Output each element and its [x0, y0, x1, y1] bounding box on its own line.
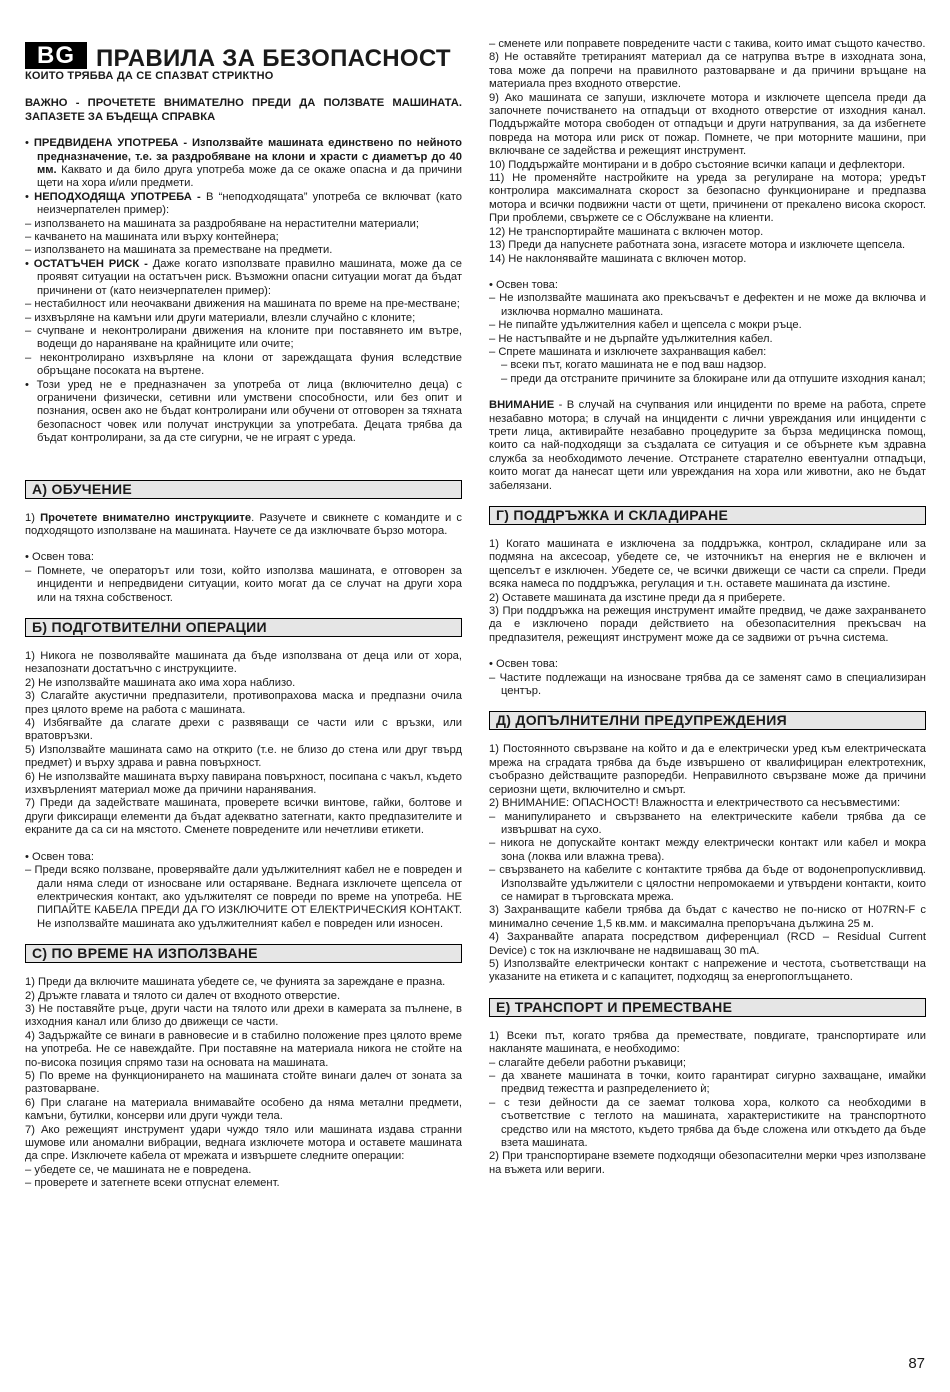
- list-item: – с тези дейности да се заемат толкова хора, колкото са необходими в съответствие с теглото на машината, характеристиките на транспортното средство или на мястото, където трябва да бъде сложена или откъдето да бъде взета машината.: [489, 1096, 926, 1150]
- list-item: – свързването на кабелите с контактите трябва да бъде от водонепропускливвид. Използвайте удължители с цялостни непромокаеми и утвърдени контакти, които се намират в търговската мрежа.: [489, 864, 926, 903]
- section-d-item-1: 1) Когато машината е изключена за поддръжка, контрол, складиране или за подмяна на аксесоар, убедете се, че източникът на енергия не е включен и щепселът е изключен. Убедете се, че всички движещи се части са спрели. Преди всяка намеса по поддръжка, регулация и т.н. оставете машината да изстине.: [489, 538, 926, 591]
- section-c-item-6: 6) При слагане на материала внимавайте особено да няма метални предмети, камъни, бутилки, консерви или други чужди тела.: [25, 1096, 462, 1123]
- section-b-item-7: 7) Преди да задействате машината, проверете всички винтове, гайки, болтове и други фиксиращи елементи да бъдат адекватно затегнати, както предпазителите и екраните да са си на мястото. Сменете повредените или нечетливи етикети.: [25, 797, 462, 837]
- improper-use-bullet: • НЕПОДХОДЯЩА УПОТРЕБА - В “неподходящата” употреба се включват (като неизчерпателен пример):: [25, 190, 462, 217]
- right-column: [489, 38, 926, 1177]
- important-notice: ВАЖНО - ПРОЧЕТЕТЕ ВНИМАТЕЛНО ПРЕДИ ДА ПОЛЗВАТЕ МАШИНАТА. ЗАПАЗЕТЕ ЗА БЪДЕЩА СПРАВКА: [25, 97, 462, 123]
- list-item: – преди да отстраните причините за блокиране или да отпушите изходния канал;: [501, 372, 926, 385]
- section-c-item-10: 10) Поддържайте монтирани и в добро състояние всички капаци и дефлектори.: [489, 158, 906, 171]
- section-d-item-3: 3) При поддръжка на режещия инструмент имайте предвид, че даже захранването да е изключено поради действието на обезопасителния прекъсвач на предпазителя, режещият инструмент може да се задвижи от ръчна система.: [489, 605, 926, 644]
- list-item: – неконтролирано изхвърляне на клони от зареждащата фуния вследствие обръщане посоката на въртене.: [25, 351, 462, 378]
- section-e-item-1: 1) Постоянното свързване на който и да е електрически уред към електрическата мрежа на сградата трябва да бъде извършено от квалифициран електротехник, съобразно действащите разпоредби. Неправилното свързване може да причини сериозни щети, включително и смърт.: [489, 743, 926, 796]
- list-item: – изхвърляне на камъни или други материали, влезли случайно с клоните;: [25, 311, 416, 324]
- list-item: – да хванете машината в точки, които гарантират сигурно захващане, имайки предвид тежестта и разпределението ѝ;: [489, 1070, 926, 1096]
- section-c-item-11: 11) Не променяйте настройките на уреда за регулиране на мотора; уредът контролира максималната скорост за безопасно функциониране и предпазва мотора и всички подвижни части от щети, причинени от прекалено висока скорост. При проблеми, свържете се с Обслужване на клиенти.: [489, 172, 926, 225]
- section-e-item-2: 2) ВНИМАНИЕ: ОПАСНОСТ! Влажността и електричеството са несъвместими:: [489, 797, 901, 810]
- section-b-heading: Б) ПОДГОТВИТЕЛНИ ОПЕРАЦИИ: [25, 618, 462, 637]
- list-item: – никога не допускайте контакт между електрически контакт или кабел и мокра зона (локва или влажна трева).: [489, 837, 926, 863]
- section-b-item-4: 4) Избягвайте да слагате дрехи с развяващи се части или с връзки, или вратовръзки.: [25, 717, 462, 743]
- also-label: • Освен това:: [25, 850, 95, 863]
- intended-use-bullet: • ПРЕДВИДЕНА УПОТРЕБА - Използвайте машината единствено по нейното предназначение, т.е. за раздробяване на клони и храсти с диаметър до 40 мм. Каквато и да било друга употреба може да се окаже опасна и да причини щети на хора и/или предмети.: [25, 137, 462, 190]
- section-b-item-5: 5) Използвайте машината само на открито (т.е. не близо до стена или друг твърд предмет) и върху здрава и равна повърхност.: [25, 743, 462, 770]
- list-item: – слагайте дебели работни ръкавици;: [489, 1056, 686, 1069]
- section-a-heading: A) ОБУЧЕНИЕ: [25, 480, 462, 499]
- list-item: – Помнете, че операторът или този, който използва машината, е отговорен за инциденти и непредвидени ситуации, които могат да се случат на други хора или на тяхна собственост.: [25, 564, 462, 604]
- list-item: – счупване и неконтролирани движения на клоните при поставянето им вътре, водещи до нараняване на крайниците или очите;: [25, 324, 462, 351]
- section-c-item-7: 7) Ако режещият инструмент удари чуждо тяло или машината издава странни шумове или аномални вибрации, веднага изключете мотора и оставете машината да спре. Изключете кабела от мрежата и извършете следните операции:: [25, 1123, 462, 1163]
- list-item: – нестабилност или неочаквани движения на машината по време на пре-местване;: [25, 298, 460, 311]
- section-b-item-2: 2) Не използвайте машината ако има хора наблизо.: [25, 676, 296, 689]
- page-number: 87: [908, 1354, 925, 1372]
- section-e-item-4: 4) Захранвайте апарата посредством диференциал (RCD – Residual Current Device) с ток на изключване не надвишаващ 30 mA.: [489, 931, 926, 957]
- also-label: • Освен това:: [489, 658, 559, 671]
- page-header: [25, 42, 462, 70]
- list-item: – Спрете машината и изключете захранващия кабел:: [489, 345, 767, 358]
- section-e-item-3: 3) Захранващите кабели трябва да бъдат с качество не по-ниско от H07RN-F с минимално сечение 1,5 кв.мм. и максимална препоръчана дължина 25 м.: [489, 904, 926, 930]
- section-c-item-9: 9) Ако машината се запуши, изключете мотора и изключете щепсела преди да започнете почистването на отпадъци от входното отверстие от изходния канал. Поддържайте мотора свободен от отпадъци и други натрупвания, за да избегнете повреда на мотора или риск от пожар. Помнете, че при моторните машини, при включване се задейства и режещият инструмент.: [489, 91, 926, 158]
- list-item: – използването на машината за преместване на предмети.: [25, 244, 333, 257]
- section-c-item-12: 12) Не транспортирайте машината с включен мотор.: [489, 225, 764, 238]
- list-item: – Не настъпвайте и не дърпайте удължителния кабел.: [489, 332, 773, 345]
- section-c-item-14: 14) Не наклонявайте машината с включен мотор.: [489, 252, 747, 265]
- also-label: • Освен това:: [489, 278, 559, 291]
- section-e-item-5: 5) Използвайте електрически контакт с напрежение и честота, съответстващи на указаните на етикета и с капацитет, подходящ за енергопоглъщането.: [489, 957, 926, 984]
- section-f-heading: Е) ТРАНСПОРТ И ПРЕМЕСТВАНЕ: [489, 998, 926, 1017]
- section-c-item-3: 3) Не поставяйте ръце, други части на тялото или дрехи в камерата за пълнене, в изходния канал или близо до движещи се части.: [25, 1002, 462, 1029]
- list-item: – проверете и затегнете всеки отпуснат елемент.: [25, 1177, 280, 1190]
- page-subtitle: КОИТО ТРЯБВА ДА СЕ СПАЗВАТ СТРИКТНО: [25, 70, 274, 82]
- section-b-item-1: 1) Никога не позволявайте машината да бъде използвана от деца или от хора, незапознати достатъчно с инструкциите.: [25, 650, 462, 676]
- list-item: – манипулирането и свързването на електрическите кабели трябва да се извършват на сухо.: [489, 810, 926, 836]
- section-c-item-5: 5) По време на функционирането на машината стойте винаги далеч от зоната за разтоварване.: [25, 1069, 462, 1096]
- section-e-heading: Д) ДОПЪЛНИТЕЛНИ ПРЕДУПРЕЖДЕНИЯ: [489, 711, 926, 730]
- left-column: [25, 0, 462, 1191]
- section-d-heading: Г) ПОДДРЪЖКА И СКЛАДИРАНЕ: [489, 506, 926, 525]
- warning-paragraph: ВНИМАНИЕ - В случай на счупвания или инциденти по време на работа, спрете незабавно мотора; в случай на инциденти с лични увреждания или инциденти с трети лица, активирайте незабавно процедурите за бърза медицинска помощ, които са най-подходящи за създалата се ситуация и се обърнете към здравна служба за необходимото лечение. Отстранете старателно евентуални отпадъци, които могат да нанесат щети или увреждания на хора или животни, ако не бъдат забелязани.: [489, 399, 926, 492]
- section-c-item-2: 2) Дръжте главата и тялото си далеч от входното отверстие.: [25, 989, 341, 1002]
- list-item: – Преди всяко ползване, проверявайте дали удължителният кабел не е повреден и дали няма следи от износване или остаряване. Веднага изключете щепсела от електрическия контакт, ако удължителят се повреди по време на употреба. НЕ ПИПАЙТЕ КАБЕЛА ПРЕДИ ДА ГО ИЗКЛЮЧИТЕ ОТ ЕЛЕКТРИЧЕСКИЯ КОНТАКТ. Не използвайте машината ако удължителният кабел е повреден или износен.: [25, 864, 462, 930]
- section-c-item-8: 8) Не оставяйте третираният материал да се натрупва вътре в изходната зона, това може да попречи на правилното разтоварване и да причини връщане на материала през входното отверстие.: [489, 51, 926, 91]
- list-item: – Частите подлежащи на износване трябва да се заменят само в специализиран център.: [489, 671, 926, 698]
- language-badge: BG: [25, 42, 87, 69]
- list-item: – убедете се, че машината не е повредена.: [25, 1163, 252, 1176]
- section-a-item-1: 1) Прочетете внимателно инструкциите. Разучете и свикнете с командите и с подходящото използване на машината. Научете се да изключвате бързо мотора.: [25, 511, 462, 537]
- section-c-item-4: 4) Задържайте се винаги в равновесие и в стабилно положение през цялото време на употреба. Не се навеждайте. При поставяне на материала никога не стойте на по-висока позиция спрямо тази на основата на машината.: [25, 1029, 462, 1069]
- list-item: – всеки път, когато машината не е под ваш надзор.: [501, 359, 767, 372]
- list-item: – Не използвайте машината ако прекъсвачът е дефектен и не може да включва и изключва нормално машината.: [489, 292, 926, 318]
- residual-risk-bullet: • ОСТАТЪЧЕН РИСК - Даже когато използвате правилно машината, може да се проявят ситуации на остатъчен риск. Възможни опасни ситуации могат да бъдат причинени от (като неизчерпателен пример):: [25, 257, 462, 297]
- section-f-item-1: 1) Всеки път, когато трябва да премествате, повдигате, транспортирате или накланяте машината, е необходимо:: [489, 1029, 926, 1056]
- page-title: ПРАВИЛА ЗА БЕЗОПАСНОСТ: [96, 45, 451, 72]
- section-f-item-2: 2) При транспортиране вземете подходящи обезопасителни мерки чрез използване на въжета или вериги.: [489, 1150, 926, 1176]
- section-c-item-13: 13) Преди да напуснете работната зона, изгасете мотора и изключете щепсела.: [489, 239, 906, 252]
- list-item: – сменете или поправете повредените части с такива, които имат същото качество.: [489, 38, 926, 50]
- list-item: – използването на машината за раздробяване на нерастителни материали;: [25, 217, 420, 230]
- section-b-item-6: 6) Не използвайте машината върху павирана повърхност, посипана с чакъл, където изхвърленият материал може да причини наранявания.: [25, 770, 462, 797]
- section-d-item-2: 2) Оставете машината да изстине преди да я приберете.: [489, 591, 786, 604]
- section-c-item-1: 1) Преди да включите машината убедете се, че фунията за зареждане е празна.: [25, 976, 446, 989]
- also-label: • Освен това:: [25, 551, 95, 564]
- section-c-heading: C) ПО ВРЕМЕ НА ИЗПОЛЗВАНЕ: [25, 944, 462, 963]
- persons-limitation-bullet: • Този уред не е предназначен за употреба от лица (включително деца) с ограничени физически, сетивни или умствени способности, или без опит и познания, освен ако не бъдат контролирани или обучени от отговорен за тяхната безопасност човек или получат инструкции за употребата. Децата трябва да бъдат контролирани, за да сте сигурни, че не играят с уреда.: [25, 378, 462, 445]
- list-item: – Не пипайте удължителния кабел и щепсела с мокри ръце.: [489, 319, 802, 332]
- list-item: – качването на машината или върху контейнера;: [25, 231, 279, 244]
- section-b-item-3: 3) Слагайте акустични предпазители, противопрахова маска и предпазни очила през цялото време на работа с машината.: [25, 690, 462, 716]
